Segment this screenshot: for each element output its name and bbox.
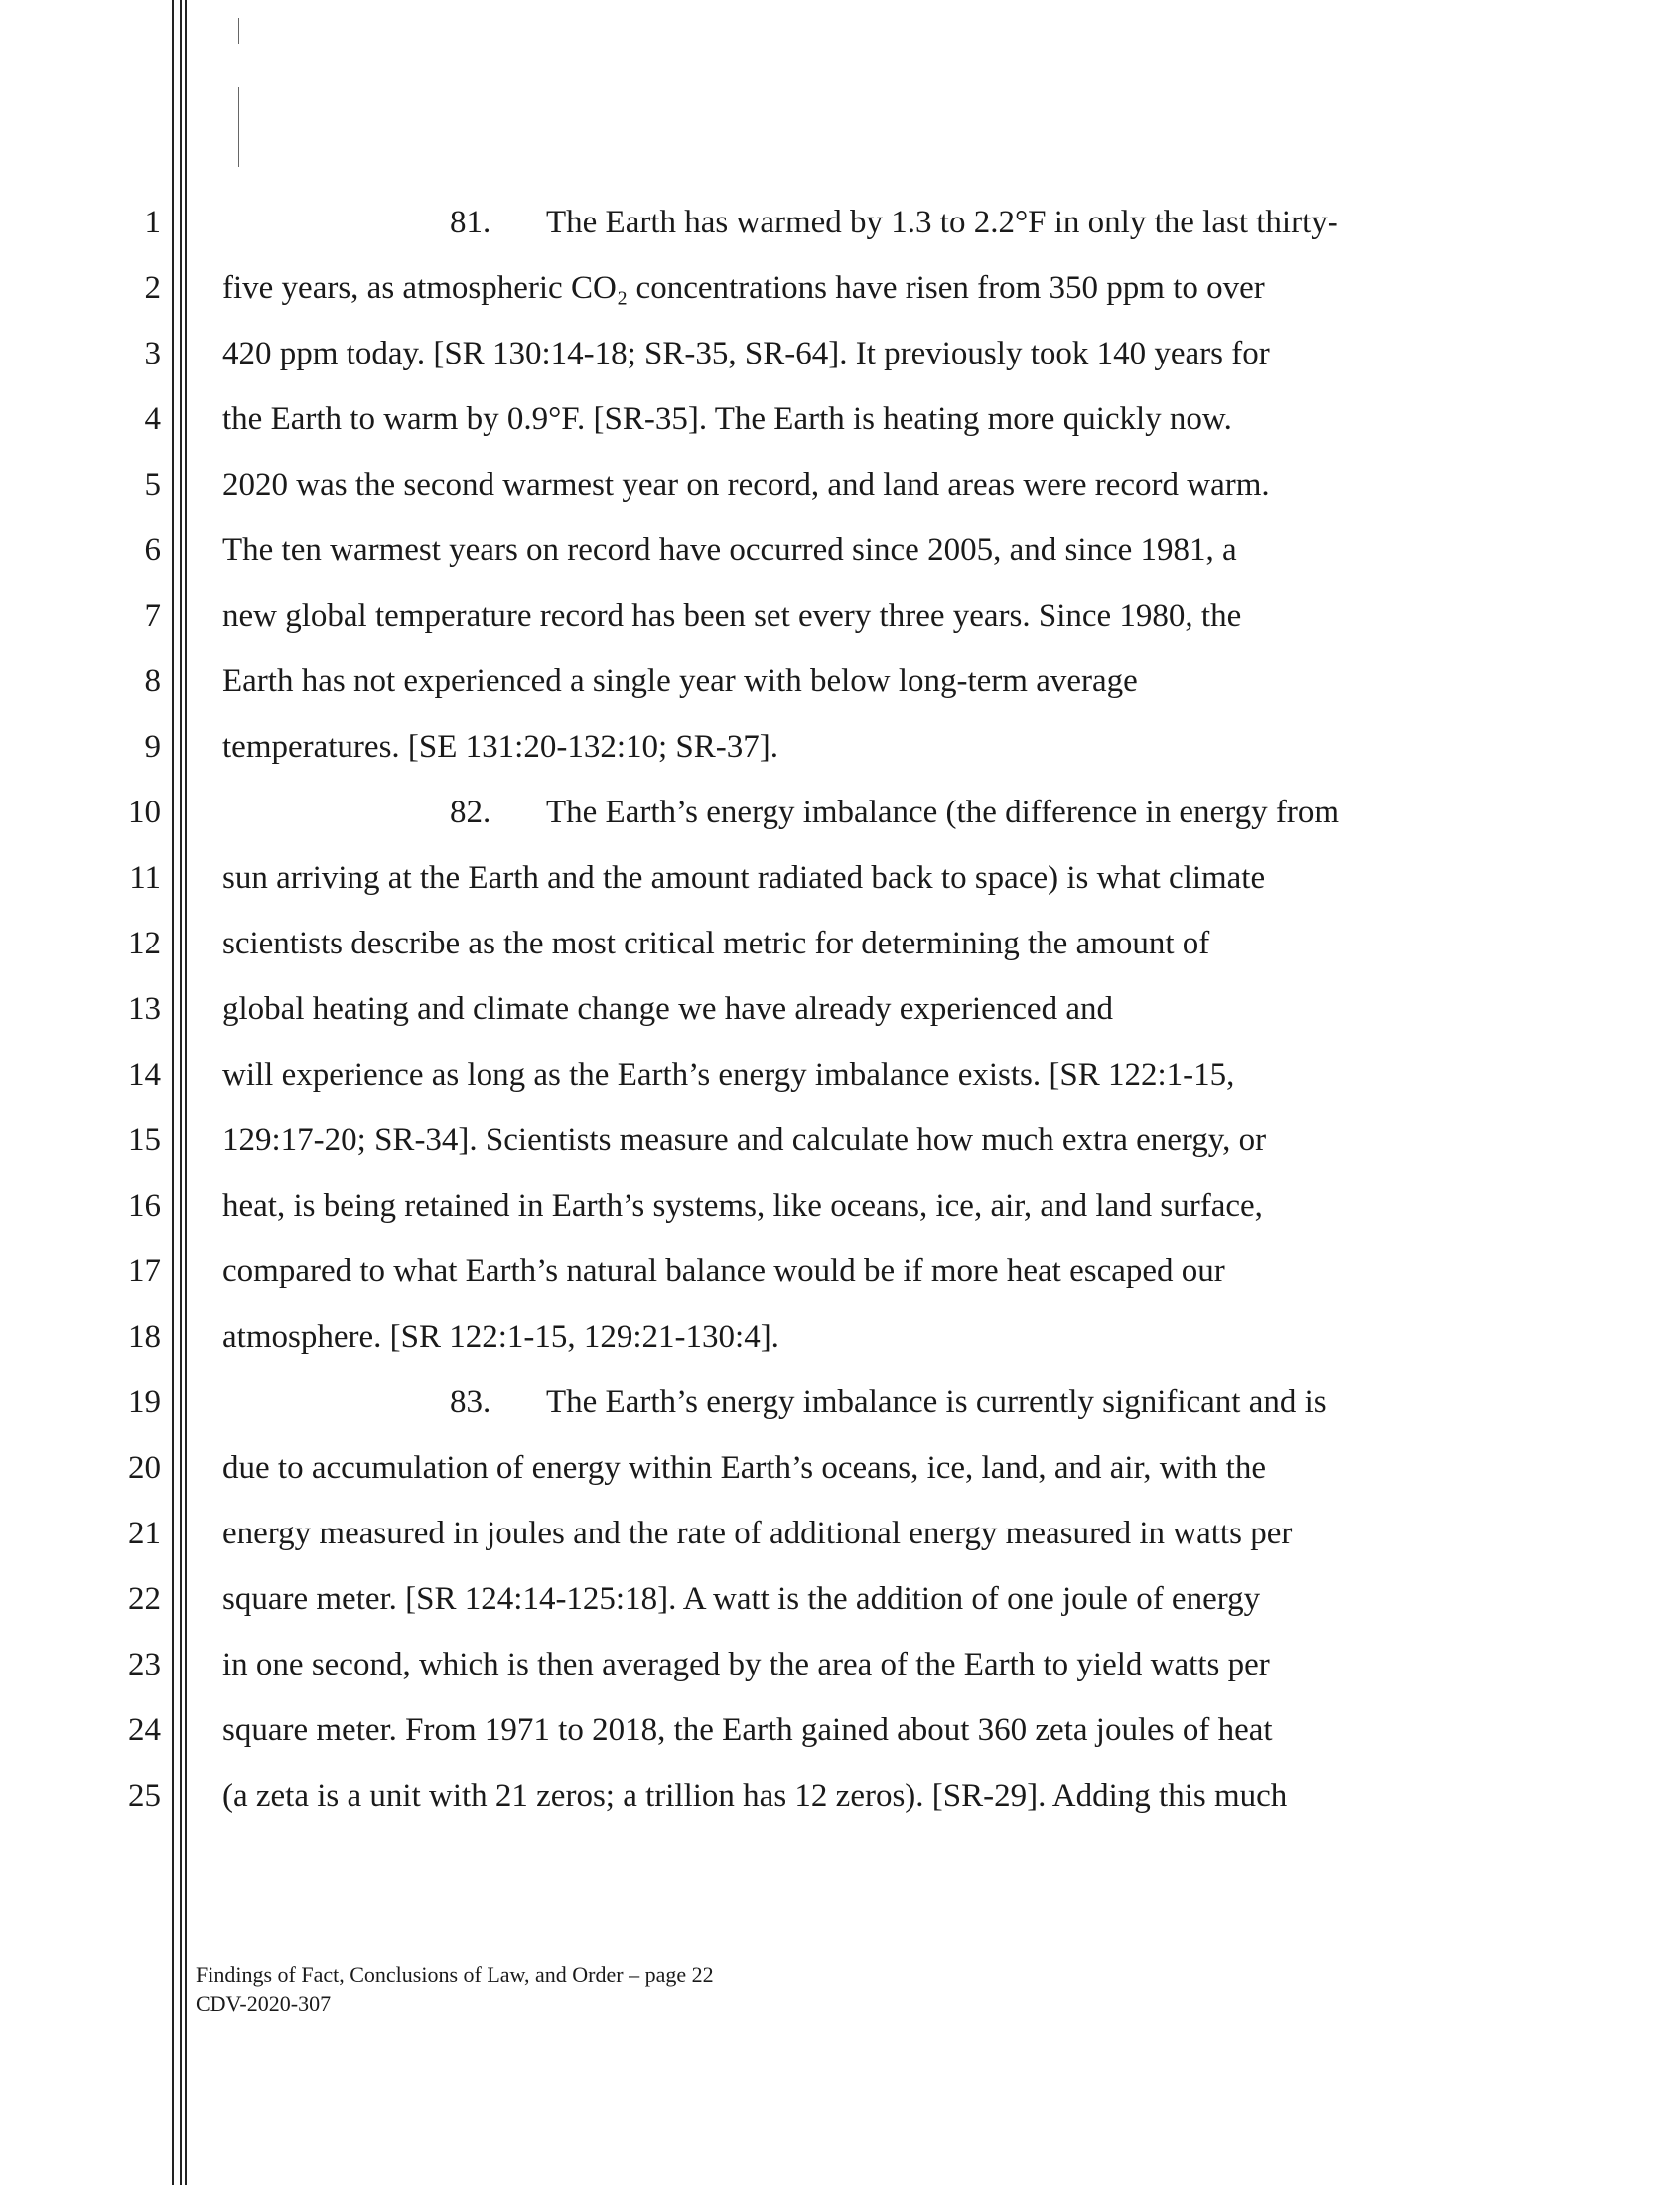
- text-line: heat, is being retained in Earth’s systems, like oceans, ice, air, and land surface,: [222, 1188, 1263, 1224]
- line-number: 23: [128, 1647, 161, 1682]
- paragraph-first-line: [450, 203, 1338, 242]
- text-line: atmosphere. [SR 122:1-15, 129:21-130:4].: [222, 1319, 779, 1355]
- text-line: five years, as atmospheric CO₂ concentrations have risen from 350 ppm to over: [222, 270, 1265, 306]
- text-line: square meter. From 1971 to 2018, the Earth gained about 360 zeta joules of heat: [222, 1712, 1273, 1748]
- line-number: 19: [128, 1384, 161, 1420]
- text-line: sun arriving at the Earth and the amount radiated back to space) is what climate: [222, 860, 1266, 896]
- text-line: will experience as long as the Earth’s energy imbalance exists. [SR 122:1-15,: [222, 1057, 1235, 1092]
- footer-document-title: Findings of Fact, Conclusions of Law, and Order – page 22: [196, 1963, 714, 1987]
- text-line: The Earth’s energy imbalance is currently significant and is: [546, 1384, 1327, 1420]
- paragraph-number: 82.: [450, 795, 491, 830]
- text-line: the Earth to warm by 0.9°F. [SR-35]. The Earth is heating more quickly now.: [222, 401, 1232, 437]
- text-line: The Earth has warmed by 1.3 to 2.2°F in only the last thirty-: [546, 205, 1338, 240]
- line-number: 24: [128, 1712, 161, 1748]
- line-number: 6: [144, 532, 161, 568]
- text-line: square meter. [SR 124:14-125:18]. A watt is the addition of one joule of energy: [222, 1581, 1261, 1617]
- text-line: The ten warmest years on record have occurred since 2005, and since 1981, a: [222, 532, 1237, 568]
- text-line: compared to what Earth’s natural balance would be if more heat escaped our: [222, 1253, 1225, 1289]
- text-line: temperatures. [SE 131:20-132:10; SR-37].: [222, 729, 779, 765]
- line-number: 22: [128, 1581, 161, 1617]
- margin-rule-middle: [180, 0, 182, 2185]
- line-number: 20: [128, 1450, 161, 1486]
- line-number: 5: [144, 467, 161, 503]
- line-number: 3: [144, 336, 161, 371]
- text-line: The Earth’s energy imbalance (the difference in energy from: [546, 795, 1339, 830]
- line-number: 16: [128, 1188, 161, 1224]
- text-line: 420 ppm today. [SR 130:14-18; SR-35, SR-64]. It previously took 140 years for: [222, 336, 1270, 371]
- line-number: 13: [128, 991, 161, 1027]
- line-number: 12: [128, 926, 161, 961]
- paragraph-number: 81.: [450, 205, 491, 240]
- line-number: 2: [144, 270, 161, 306]
- text-line: scientists describe as the most critical metric for determining the amount of: [222, 926, 1210, 961]
- footer-case-number: CDV-2020-307: [196, 1991, 332, 2016]
- paragraph-number: 83.: [450, 1384, 491, 1420]
- text-line: due to accumulation of energy within Earth’s oceans, ice, land, and air, with the: [222, 1450, 1266, 1486]
- scan-artifact: [238, 87, 239, 167]
- margin-rule-right: [185, 0, 187, 2185]
- line-number: 7: [144, 598, 161, 634]
- text-line: 2020 was the second warmest year on record, and land areas were record warm.: [222, 467, 1270, 503]
- text-line: 129:17-20; SR-34]. Scientists measure and calculate how much extra energy, or: [222, 1122, 1267, 1158]
- margin-rule-left: [172, 0, 174, 2185]
- line-number: 17: [128, 1253, 161, 1289]
- text-line: global heating and climate change we have already experienced and: [222, 991, 1113, 1027]
- paragraph-first-line: [450, 1383, 1327, 1422]
- line-number: 18: [128, 1319, 161, 1355]
- text-line: new global temperature record has been set every three years. Since 1980, the: [222, 598, 1242, 634]
- text-line: (a zeta is a unit with 21 zeros; a trillion has 12 zeros). [SR-29]. Adding this much: [222, 1778, 1288, 1814]
- line-number: 14: [128, 1057, 161, 1092]
- scan-artifact: [238, 18, 239, 44]
- paragraph-first-line: [450, 793, 1339, 832]
- line-number: 8: [144, 663, 161, 699]
- line-number: 4: [144, 401, 161, 437]
- line-number: 11: [129, 860, 161, 896]
- line-number: 21: [128, 1516, 161, 1551]
- line-number: 1: [144, 205, 161, 240]
- text-line: Earth has not experienced a single year with below long-term average: [222, 663, 1138, 699]
- line-number: 9: [144, 729, 161, 765]
- text-line: energy measured in joules and the rate of additional energy measured in watts per: [222, 1516, 1293, 1551]
- line-number: 15: [128, 1122, 161, 1158]
- text-line: in one second, which is then averaged by the area of the Earth to yield watts per: [222, 1647, 1270, 1682]
- line-number: 25: [128, 1778, 161, 1814]
- line-number: 10: [128, 795, 161, 830]
